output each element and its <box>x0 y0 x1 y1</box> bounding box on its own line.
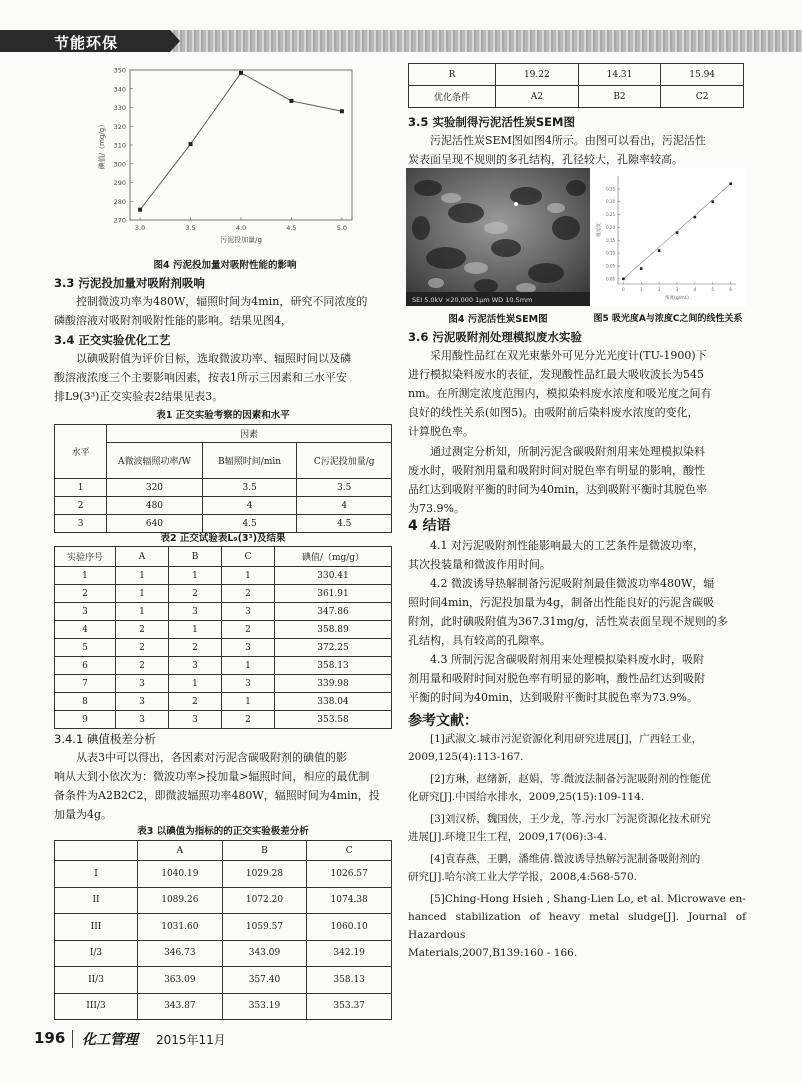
references-list <box>408 730 746 966</box>
x-tick-label: 4.0 <box>235 224 247 232</box>
table-3-caption: 表3 以碘值为指标的的正交实验极差分析 <box>137 826 309 837</box>
y-tick-label: 0.25 <box>606 212 615 218</box>
table-cell: 353.37 <box>307 993 392 1020</box>
y-tick-label: 0.20 <box>606 224 615 230</box>
table-cell: II <box>55 887 138 914</box>
y-tick-label: 290 <box>113 179 126 187</box>
table-header-cell: 实验序号 <box>55 547 116 567</box>
reference-item <box>408 770 746 806</box>
table-cell: 2 <box>169 585 222 603</box>
table-cell: III <box>55 914 138 941</box>
table-cell: 353.19 <box>222 993 307 1020</box>
table-1-caption: 表1 正交实验考察的因素和水平 <box>156 410 290 421</box>
table-row <box>55 479 392 497</box>
data-point <box>694 216 697 219</box>
table-cell: 2 <box>116 621 169 639</box>
table-cell: 347.86 <box>275 603 392 621</box>
data-point <box>658 249 661 252</box>
table-cell: 346.73 <box>138 940 223 967</box>
table-header-cell: 碘值/（mg/g） <box>275 547 392 567</box>
table-cell: 320 <box>107 479 203 497</box>
table-cell: 1060.10 <box>307 914 392 941</box>
table-cell: 优化条件 <box>409 86 496 108</box>
reference-line: [4]袁春燕，王鹏，潘维倩.微波诱导热解污泥制备吸附剂的 <box>430 853 701 865</box>
table-row <box>409 86 744 108</box>
reference-line: [5]Ching-Hong Hsieh , Shang-Lien Lo, et al. Microwave en- <box>430 893 746 905</box>
table-cell: 2 <box>116 657 169 675</box>
table-row <box>55 603 392 621</box>
y-tick-label: 0.00 <box>606 276 615 282</box>
table-cell: 水平 <box>55 425 107 479</box>
reference-line: [3]刘汉桥，魏国侠，王少龙，等.污水厂污泥资源化技术研究 <box>430 813 711 825</box>
table-cell: C2 <box>661 86 744 108</box>
data-point <box>289 99 293 103</box>
y-tick-label: 340 <box>113 85 126 94</box>
table-row <box>409 64 744 86</box>
table-cell: 1 <box>116 585 169 603</box>
data-point <box>138 208 142 212</box>
y-tick-label: 330 <box>113 104 126 112</box>
text-line: 为73.9%。 <box>408 502 465 515</box>
x-tick-label: 6 <box>729 287 732 292</box>
reference-line: 研究[J].哈尔滨工业大学学报，2008,4:568-570. <box>408 871 637 883</box>
table-cell: 1 <box>116 603 169 621</box>
section-3-3-heading: 3.3 污泥投加量对吸附剂吸响 <box>54 276 205 290</box>
table-cell: 15.94 <box>661 64 744 86</box>
section-3-4-body <box>54 349 392 406</box>
table-cell: 2 <box>169 693 222 711</box>
table-2 <box>54 546 392 729</box>
text-line: 4.2 微波诱导热解制备污泥吸附剂最佳微波功率480W，辐 <box>430 577 715 590</box>
section-4-1 <box>408 536 746 574</box>
table-cell: 1026.57 <box>307 861 392 888</box>
table-cell: C污泥投加量/g <box>297 443 392 479</box>
text-line: 4.3 所制污泥含碳吸附剂用来处理模拟染料废水时，吸附 <box>430 653 704 666</box>
table-3 <box>54 840 392 1020</box>
text-line: 备条件为A2B2C2，即微波辐照功率480W，辐照时间为4min，投 <box>54 789 380 802</box>
table-cell: II/3 <box>55 967 138 994</box>
table-1 <box>54 424 392 533</box>
section-3-5-heading: 3.5 实验制得污泥活性炭SEM图 <box>408 115 575 129</box>
figure-5-caption: 图5 吸光度A与浓度C之间的线性关系 <box>593 314 743 324</box>
x-tick-label: 4.5 <box>286 224 297 232</box>
table-header-cell: B <box>222 841 307 861</box>
table-cell: 2 <box>222 585 275 603</box>
y-tick-label: 0.10 <box>606 250 615 256</box>
reference-line: 进展[J].环境卫生工程，2009,17(06):3-4. <box>408 831 607 843</box>
table-header-cell: C <box>307 841 392 861</box>
table-header-cell <box>55 841 138 861</box>
table-cell: 9 <box>55 711 116 729</box>
reference-line: 2009,125(4):113-167. <box>408 751 524 763</box>
table-cell: 4 <box>55 621 116 639</box>
text-line: 孔结构，具有较高的孔隙率。 <box>408 634 551 647</box>
table-cell: 330.41 <box>275 567 392 585</box>
table-header-cell: A <box>116 547 169 567</box>
table-cell: 358.13 <box>307 967 392 994</box>
plot-frame <box>130 70 352 220</box>
y-tick-label: 0.05 <box>606 263 615 269</box>
table-cell: 343.09 <box>222 940 307 967</box>
table-cell: 358.89 <box>275 621 392 639</box>
text-line: 从表3中可以得出，各因素对污泥含碳吸附剂的碘值的影 <box>76 751 347 764</box>
table-cell: 1072.20 <box>222 887 307 914</box>
sem-image <box>406 168 590 306</box>
table-row <box>55 711 392 729</box>
table-cell: 480 <box>107 497 203 515</box>
data-point <box>640 267 643 270</box>
issue-date: 2015年11月 <box>156 1033 226 1047</box>
text-line: 排L9(3³)正交实验表2结果见表3。 <box>54 390 224 403</box>
y-tick-label: 270 <box>113 216 126 225</box>
reference-line: [1]武淑文.城市污泥资源化利用研究进展[J]，广西轻工业， <box>430 733 703 745</box>
data-point <box>711 200 714 203</box>
table-row <box>55 940 392 967</box>
x-tick-label: 1 <box>639 287 643 292</box>
x-tick-label: 4 <box>693 287 697 292</box>
text-line: 平衡的时间为40min，达到吸附平衡时其脱色率为73.9%。 <box>408 691 698 704</box>
table-cell: 3 <box>169 603 222 621</box>
table-cell: 1 <box>169 567 222 585</box>
table-row <box>55 967 392 994</box>
y-tick-label: 320 <box>113 122 126 131</box>
table-cell: 361.91 <box>275 585 392 603</box>
text-line: 以碘吸附值为评价目标，选取微波功率、辐照时间以及磷 <box>76 352 351 365</box>
table-cell: 3 <box>116 675 169 693</box>
text-line: 酸溶液浓度三个主要影响因素，按表1所示三因素和三水平安 <box>54 371 347 384</box>
table-header-cell: B <box>169 547 222 567</box>
table-row <box>55 657 392 675</box>
y-axis-label: 碘值/（mg/g） <box>98 120 106 170</box>
sem-image-footer: SEI 5.0kV ×20,000 1μm WD 10.5mm <box>412 296 533 304</box>
table-cell: 1 <box>169 621 222 639</box>
table-cell: 1040.19 <box>138 861 223 888</box>
table-cell: 1 <box>55 567 116 585</box>
table-row <box>55 621 392 639</box>
reference-item <box>408 810 746 846</box>
data-point <box>340 109 344 113</box>
x-tick-label: 5.0 <box>336 224 348 232</box>
table-cell: I/3 <box>55 940 138 967</box>
table-cell: 372.25 <box>275 639 392 657</box>
table-cell: R <box>409 64 496 86</box>
table-cell: 3.5 <box>297 479 392 497</box>
section-4-2 <box>408 574 746 650</box>
y-tick-label: 300 <box>113 160 126 169</box>
y-axis-label: 吸光度 <box>597 223 602 237</box>
text-line: 其次投装量和微波作用时间。 <box>408 558 551 571</box>
table-cell: 363.09 <box>138 967 223 994</box>
table-cell: 5 <box>55 639 116 657</box>
table-cell: 14.31 <box>578 64 661 86</box>
footer-divider <box>72 1030 73 1048</box>
table-cell: 1031.60 <box>138 914 223 941</box>
text-line: nm。在所测定浓度范围内，模拟染料废水浓度和吸光度之间有 <box>408 387 712 400</box>
y-tick-label: 280 <box>113 197 126 206</box>
text-line: 通过测定分析知，所制污泥含碳吸附剂用来处理模拟染料 <box>430 445 705 458</box>
sem-caption: 图4 污泥活性炭SEM图 <box>448 314 548 325</box>
data-point <box>189 142 193 146</box>
table-cell: 1089.26 <box>138 887 223 914</box>
x-tick-label: 3.0 <box>134 224 146 232</box>
section-3-4-1-body <box>54 748 392 824</box>
table-cell: 1 <box>222 693 275 711</box>
table-cell: B2 <box>578 86 661 108</box>
text-line: 响从大到小依次为：微波功率>投加量>辐照时间，相应的最优制 <box>54 770 370 783</box>
table-cell: 338.04 <box>275 693 392 711</box>
table-cell: 3 <box>222 603 275 621</box>
section-4-heading: 4 结语 <box>408 518 451 534</box>
table-row <box>55 861 392 888</box>
table-cell: 2 <box>55 497 107 515</box>
table-cell: 3 <box>55 603 116 621</box>
table-cell: 2 <box>116 639 169 657</box>
x-axis-label: 污泥投加量/g <box>220 236 262 244</box>
x-tick-label: 3 <box>675 287 679 292</box>
table-cell: 4.5 <box>297 515 392 533</box>
table-row <box>55 993 392 1020</box>
table-cell: 3 <box>169 657 222 675</box>
table-cell: 4 <box>202 497 297 515</box>
table-cell: 1 <box>169 675 222 693</box>
table-cell: 7 <box>55 675 116 693</box>
reference-line: 化研究[J].中国给水排水，2009,25(15):109-114. <box>408 791 645 803</box>
table-cell: 339.98 <box>275 675 392 693</box>
table-row <box>55 497 392 515</box>
table-row <box>55 693 392 711</box>
table-cell: 640 <box>107 515 203 533</box>
x-axis-label: 浓度(g/mL) <box>665 296 689 301</box>
text-line: 进行模拟染料废水的表征，发现酸性品红最大吸收波长为545 <box>408 368 704 381</box>
text-line: 品红达到吸附平衡的时间为40min，达到吸附平衡时其脱色率 <box>408 483 708 496</box>
table-row <box>55 639 392 657</box>
table-cell: 1 <box>222 657 275 675</box>
table-row <box>55 914 392 941</box>
table-row <box>55 585 392 603</box>
table-cell: 3 <box>222 639 275 657</box>
x-tick-label: 0 <box>622 287 625 292</box>
x-tick-label: 3.5 <box>185 224 196 232</box>
figure-5-chart <box>590 168 746 306</box>
table-cell: 1029.28 <box>222 861 307 888</box>
table-cell: A微波辐照功率/W <box>107 443 203 479</box>
figure-4-chart <box>90 62 360 254</box>
reference-item <box>408 890 746 962</box>
text-line: 污泥活性炭SEM图如图4所示。由图可以看出，污泥活性 <box>430 134 706 147</box>
table-cell: 4 <box>297 497 392 515</box>
table-3-continued <box>408 63 744 108</box>
table-cell: 因素 <box>107 425 392 443</box>
references-heading: 参考文献： <box>408 713 478 729</box>
table-cell: 19.22 <box>496 64 579 86</box>
table-cell: I <box>55 861 138 888</box>
data-point <box>622 278 625 281</box>
text-line: 磷酸溶液对吸附剂吸附性能的影响。结果见图4， <box>54 314 292 327</box>
text-line: 附剂，此时碘吸附值为367.31mg/g，活性炭表面呈现不规则的多 <box>408 615 728 628</box>
text-line: 炭表面呈现不规则的多孔结构，孔径较大，孔隙率较高。 <box>408 153 683 166</box>
table-cell: 2 <box>55 585 116 603</box>
table-cell: 6 <box>55 657 116 675</box>
table-cell: 1074.38 <box>307 887 392 914</box>
figure-4-caption: 图4 污泥投加量对吸附性能的影响 <box>153 260 297 271</box>
text-line: 照时间4min，污泥投加量为4g，制备出性能良好的污泥含碳吸 <box>408 596 715 609</box>
section-label: 节能环保 <box>54 34 119 52</box>
table-cell: 343.87 <box>138 993 223 1020</box>
x-tick-label: 5 <box>711 287 715 292</box>
table-row <box>55 887 392 914</box>
table-row <box>55 675 392 693</box>
table-row <box>55 567 392 585</box>
table-cell: B辐照时间/min <box>202 443 297 479</box>
table-cell: 1 <box>116 567 169 585</box>
y-tick-label: 0.15 <box>606 237 615 243</box>
reference-item <box>408 850 746 886</box>
data-point <box>239 71 243 75</box>
table-header-cell: C <box>222 547 275 567</box>
text-line: 加量为4g。 <box>54 808 113 821</box>
table-cell: 2 <box>169 639 222 657</box>
table-cell: 1 <box>222 567 275 585</box>
y-tick-label: 0.35 <box>606 186 615 192</box>
text-line: 计算脱色率。 <box>408 425 474 438</box>
table-cell: 1059.57 <box>222 914 307 941</box>
text-line: 良好的线性关系(如图5)。由吸附前后染料废水浓度的变化， <box>408 406 699 419</box>
data-point <box>729 182 732 185</box>
section-3-6-heading: 3.6 污泥吸附剂处理模拟废水实验 <box>408 330 582 344</box>
table-cell: 4.5 <box>202 515 297 533</box>
table-header-cell: A <box>138 841 223 861</box>
section-3-6-para-2 <box>408 442 746 518</box>
page-number: 196 <box>34 1029 66 1047</box>
reference-line: [2]方琳，赵绪新，赵娟，等.微波法制备污泥吸附剂的性能优 <box>430 773 711 785</box>
section-3-3-body <box>54 292 392 330</box>
section-3-4-1-heading: 3.4.1 碘值极差分析 <box>54 732 156 746</box>
table-cell: III/3 <box>55 993 138 1020</box>
section-3-6-para-1 <box>408 346 746 441</box>
table-cell: 358.13 <box>275 657 392 675</box>
table-cell: 357.40 <box>222 967 307 994</box>
table-cell: A2 <box>496 86 579 108</box>
reference-item <box>408 730 746 766</box>
text-line: 剂用量和吸附时间对脱色率有明显的影响，酸性品红达到吸附 <box>408 672 705 685</box>
table-cell: 3.5 <box>202 479 297 497</box>
y-tick-label: 0.30 <box>606 199 615 205</box>
section-4-3 <box>408 650 746 707</box>
table-cell: 3 <box>169 711 222 729</box>
reference-line: hanced stabilization of heavy metal sludge[J]. Journal of Hazardous <box>408 911 746 941</box>
section-3-4-heading: 3.4 正交实验优化工艺 <box>54 333 171 347</box>
table-cell: 2 <box>222 711 275 729</box>
table-2-caption: 表2 正交试验表L₉(3³)及结果 <box>160 533 286 544</box>
table-cell: 2 <box>222 621 275 639</box>
reference-line: Materials,2007,B139:160 - 166. <box>408 947 578 959</box>
journal-name: 化工管理 <box>82 1032 138 1048</box>
table-cell: 3 <box>222 675 275 693</box>
text-line: 4.1 对污泥吸附剂性能影响最大的工艺条件是微波功率， <box>430 539 704 552</box>
table-cell: 3 <box>116 693 169 711</box>
series-line <box>140 73 342 210</box>
text-line: 废水时，吸附剂用量和吸附时间对脱色率有明显的影响，酸性 <box>408 464 705 477</box>
table-cell: 3 <box>55 515 107 533</box>
table-cell: 342.19 <box>307 940 392 967</box>
data-point <box>676 231 679 234</box>
table-cell: 353.58 <box>275 711 392 729</box>
table-cell: 1 <box>55 479 107 497</box>
section-3-5-body <box>408 131 746 169</box>
text-line: 采用酸性品红在双光束紫外可见分光光度计(TU-1900)下 <box>430 349 707 362</box>
y-tick-label: 310 <box>113 141 126 150</box>
table-cell: 3 <box>116 711 169 729</box>
x-tick-label: 2 <box>657 287 661 292</box>
table-cell: 8 <box>55 693 116 711</box>
y-tick-label: 350 <box>113 66 126 75</box>
text-line: 控制微波功率为480W，辐照时间为4min，研究不同浓度的 <box>76 295 368 308</box>
